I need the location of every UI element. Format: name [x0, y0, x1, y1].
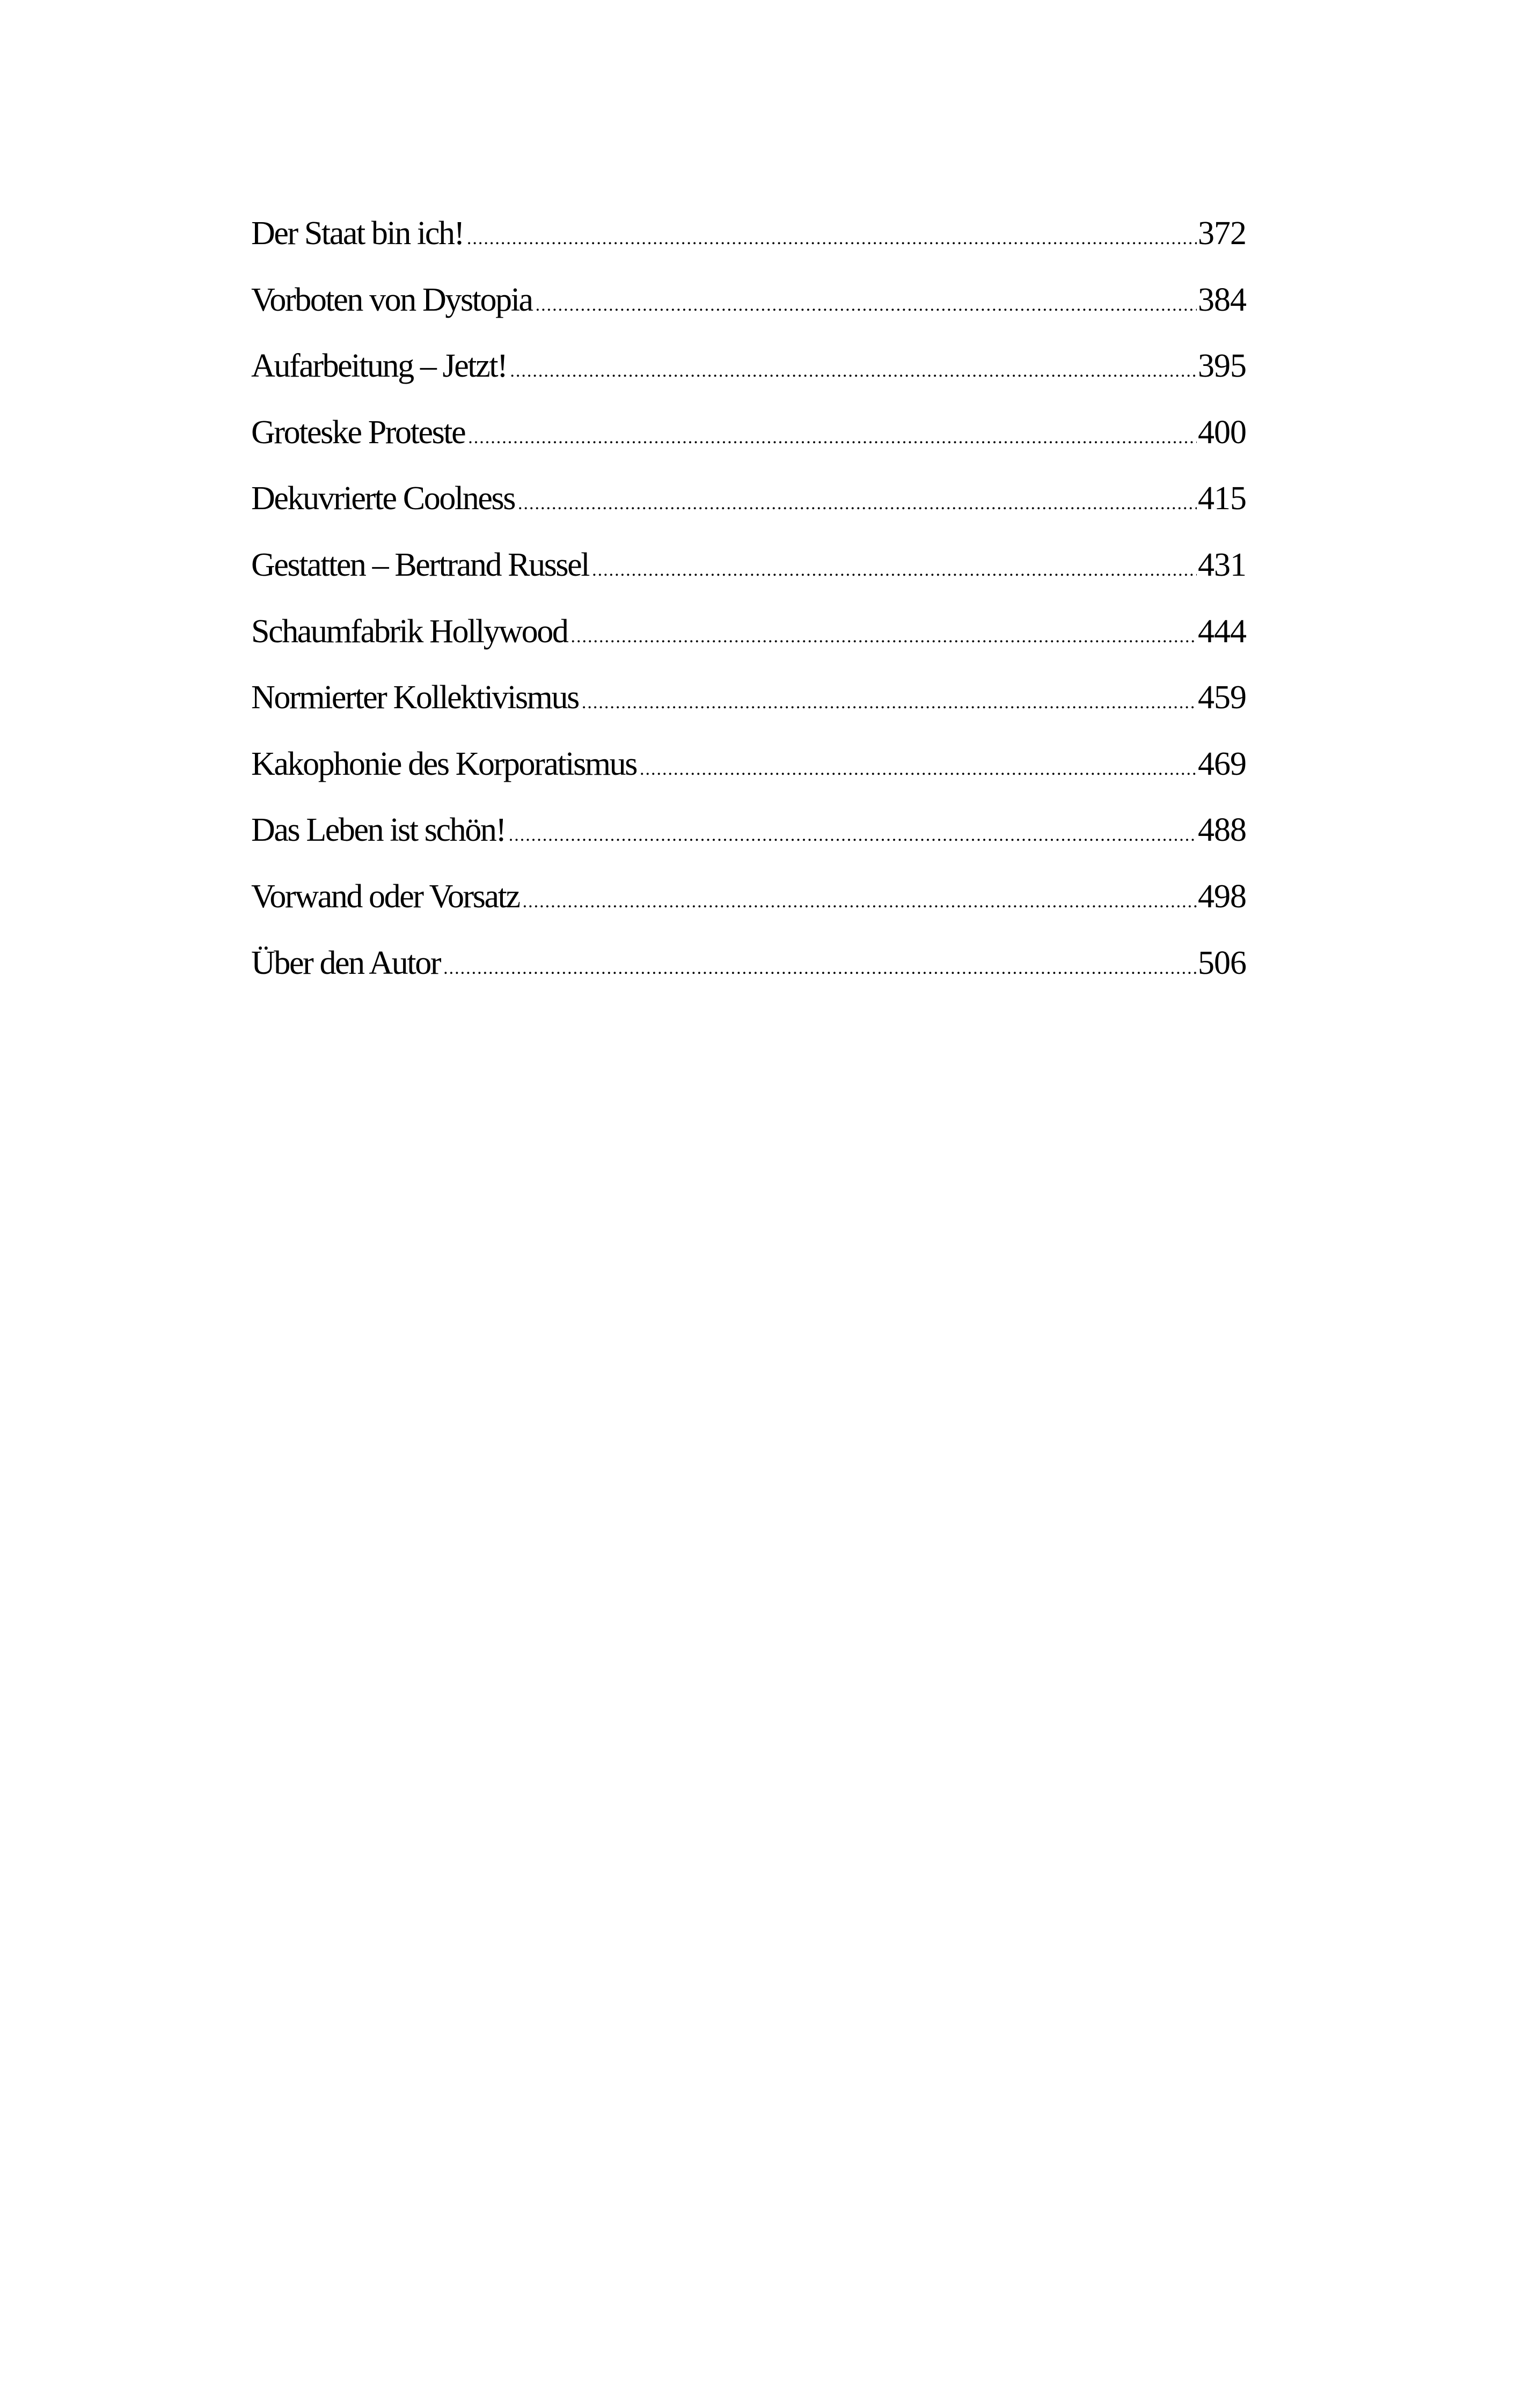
toc-entry[interactable]: [251, 878, 1246, 944]
toc-entry-page: 431: [1198, 546, 1246, 583]
toc-entry[interactable]: [251, 546, 1246, 613]
toc-entry-page: 372: [1198, 215, 1246, 252]
toc-entry-page: 444: [1198, 613, 1246, 650]
dot-leader: [582, 694, 1197, 712]
toc-entry-page: 469: [1198, 745, 1246, 782]
toc-entry-page: 395: [1198, 348, 1246, 385]
toc-entry[interactable]: [251, 480, 1246, 546]
toc-entry-title: Dekuvrierte Coolness: [251, 480, 515, 517]
table-of-contents: [251, 215, 1246, 1010]
dot-leader: [467, 230, 1197, 248]
toc-entry-page: 384: [1198, 281, 1246, 318]
toc-entry-page: 415: [1198, 480, 1246, 517]
dot-leader: [536, 296, 1197, 314]
dot-leader: [570, 628, 1197, 646]
toc-entry-page: 506: [1198, 944, 1246, 981]
toc-entry[interactable]: [251, 944, 1246, 1011]
toc-entry[interactable]: [251, 215, 1246, 281]
toc-entry-title: Gestatten – Bertrand Russel: [251, 546, 589, 583]
toc-entry[interactable]: [251, 347, 1246, 414]
toc-entry-title: Der Staat bin ich!: [251, 215, 464, 252]
toc-entry[interactable]: [251, 281, 1246, 348]
toc-entry[interactable]: [251, 679, 1246, 745]
toc-entry-title: Normierter Kollektivismus: [251, 679, 579, 716]
toc-entry-title: Kakophonie des Korporatismus: [251, 745, 637, 782]
toc-entry-title: Vorboten von Dystopia: [251, 281, 532, 318]
toc-entry-page: 459: [1198, 679, 1246, 716]
toc-entry-page: 488: [1198, 812, 1246, 849]
toc-entry-title: Vorwand oder Vorsatz: [251, 878, 519, 915]
dot-leader: [509, 826, 1197, 845]
toc-entry[interactable]: [251, 811, 1246, 878]
dot-leader: [592, 561, 1197, 579]
dot-leader: [518, 495, 1197, 513]
toc-entry-title: Schaumfabrik Hollywood: [251, 613, 568, 650]
dot-leader: [523, 893, 1197, 911]
dot-leader: [510, 362, 1197, 380]
toc-entry-title: Über den Autor: [251, 944, 441, 981]
toc-entry-title: Das Leben ist schön!: [251, 812, 506, 849]
dot-leader: [468, 429, 1197, 447]
dot-leader: [443, 959, 1197, 978]
toc-entry[interactable]: [251, 745, 1246, 812]
toc-entry-page: 498: [1198, 878, 1246, 915]
toc-entry-title: Aufarbeitung – Jetzt!: [251, 348, 507, 385]
toc-entry[interactable]: [251, 414, 1246, 480]
toc-entry-page: 400: [1198, 414, 1246, 451]
toc-entry[interactable]: [251, 613, 1246, 679]
toc-entry-title: Groteske Proteste: [251, 414, 465, 451]
dot-leader: [640, 760, 1197, 779]
